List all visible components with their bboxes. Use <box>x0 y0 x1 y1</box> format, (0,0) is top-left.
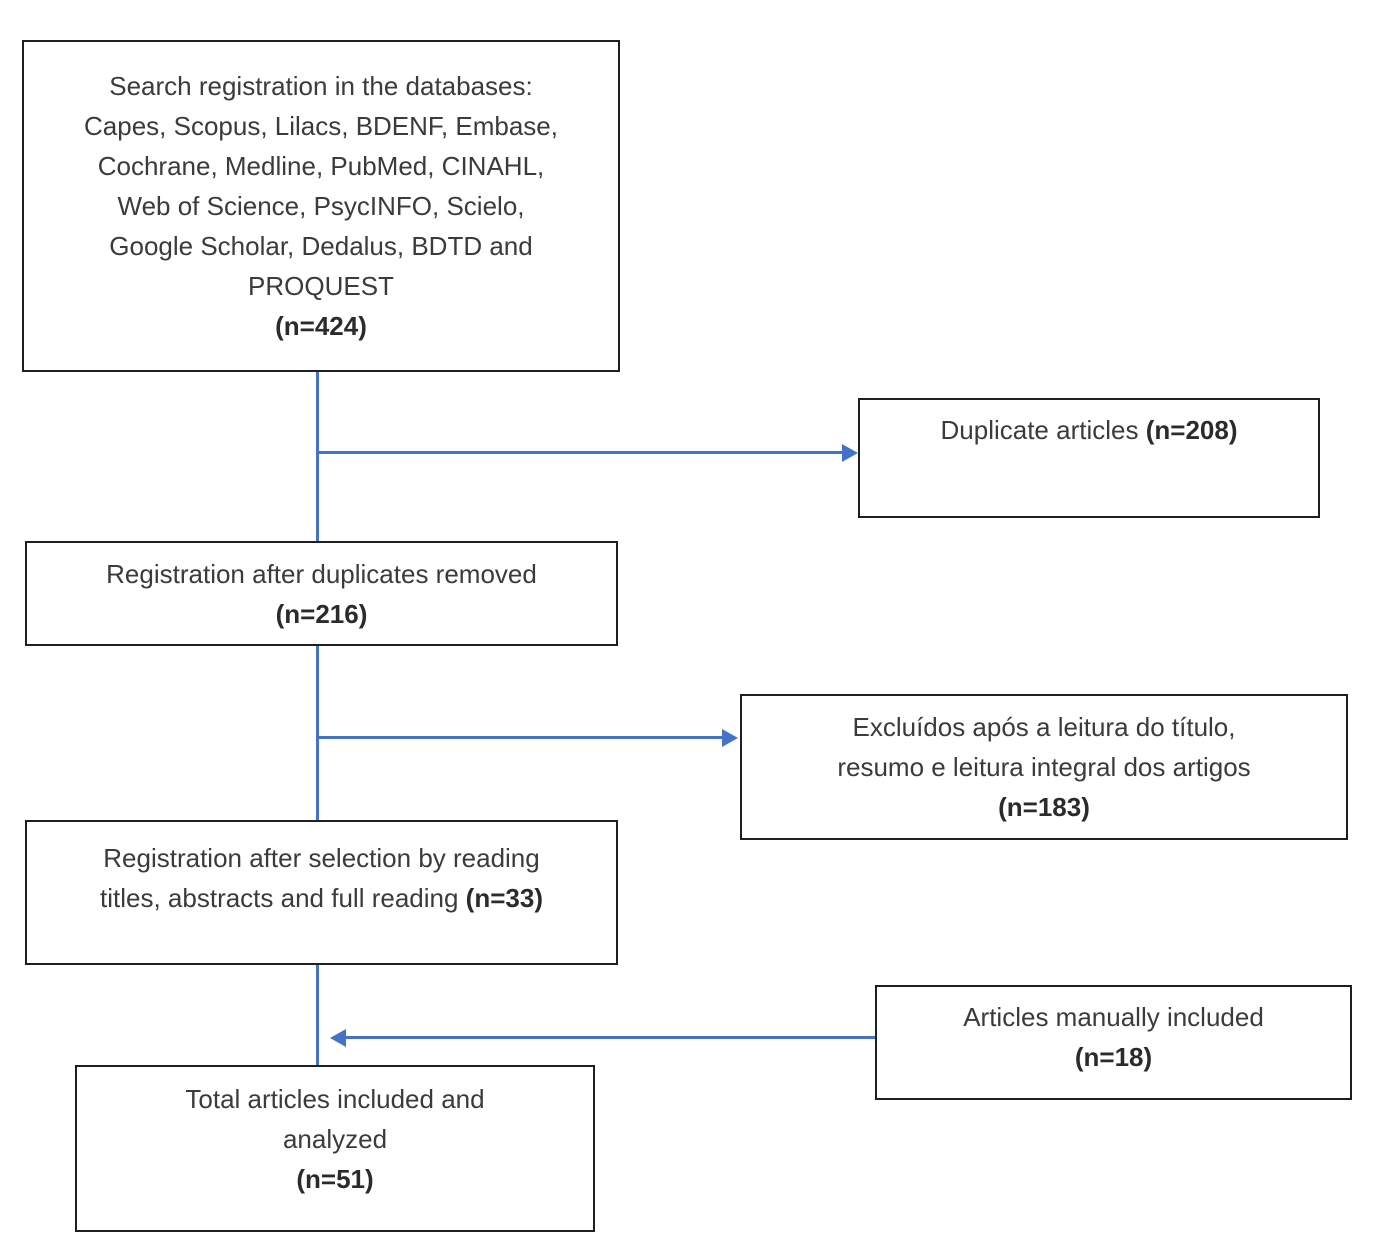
connector-after-selection-to-total <box>316 965 319 1065</box>
box-text-line: Registration after duplicates removed <box>106 558 537 589</box>
flow-box-after-duplicates <box>25 541 618 646</box>
count-label: (n=216) <box>275 598 368 629</box>
box-text-line: Registration after selection by reading <box>103 843 540 873</box>
connector-search-to-after-duplicates <box>316 372 319 541</box>
arrowhead-to-excluded-icon <box>722 729 738 747</box>
box-text-line: Capes, Scopus, Lilacs, BDENF, Embase, <box>84 111 558 141</box>
box-text-line: Search registration in the databases: <box>109 71 533 101</box>
box-text-line: titles, abstracts and full reading <box>100 883 459 913</box>
flow-box-duplicate-articles <box>858 398 1320 518</box>
box-text-line: PROQUEST <box>248 271 394 301</box>
box-text-line: Web of Science, PsycINFO, Scielo, <box>117 191 525 221</box>
count-label: (n=208) <box>1145 415 1238 445</box>
box-text-line: resumo e leitura integral dos artigos <box>837 752 1251 782</box>
connector-to-duplicates <box>318 451 844 454</box>
box-text-line: Articles manually included <box>963 1002 1264 1032</box>
box-text-line: Cochrane, Medline, PubMed, CINAHL, <box>97 151 545 181</box>
box-text-line: Google Scholar, Dedalus, BDTD and <box>109 231 533 261</box>
flow-box-excluded <box>740 694 1348 840</box>
count-label: (n=183) <box>998 792 1090 822</box>
flow-box-total-included <box>75 1065 595 1232</box>
flow-box-search-registration <box>22 40 620 372</box>
flow-box-manually-included <box>875 985 1352 1100</box>
box-text-line: analyzed <box>282 1124 388 1154</box>
box-text-line: Excluídos após a leitura do título, <box>852 712 1236 742</box>
count-label: (n=51) <box>296 1164 374 1194</box>
arrowhead-from-manual-icon <box>330 1029 346 1047</box>
arrowhead-to-duplicates-icon <box>842 444 858 462</box>
connector-after-duplicates-to-after-selection <box>316 646 319 820</box>
box-text-line: Total articles included and <box>185 1084 485 1114</box>
flow-box-after-selection <box>25 820 618 965</box>
count-label: (n=18) <box>1074 1042 1153 1072</box>
count-label: (n=424) <box>275 311 367 341</box>
connector-to-excluded <box>318 736 724 739</box>
count-label: (n=33) <box>465 883 543 913</box>
box-text-line: Duplicate articles <box>940 415 1139 445</box>
connector-from-manual <box>346 1036 875 1039</box>
